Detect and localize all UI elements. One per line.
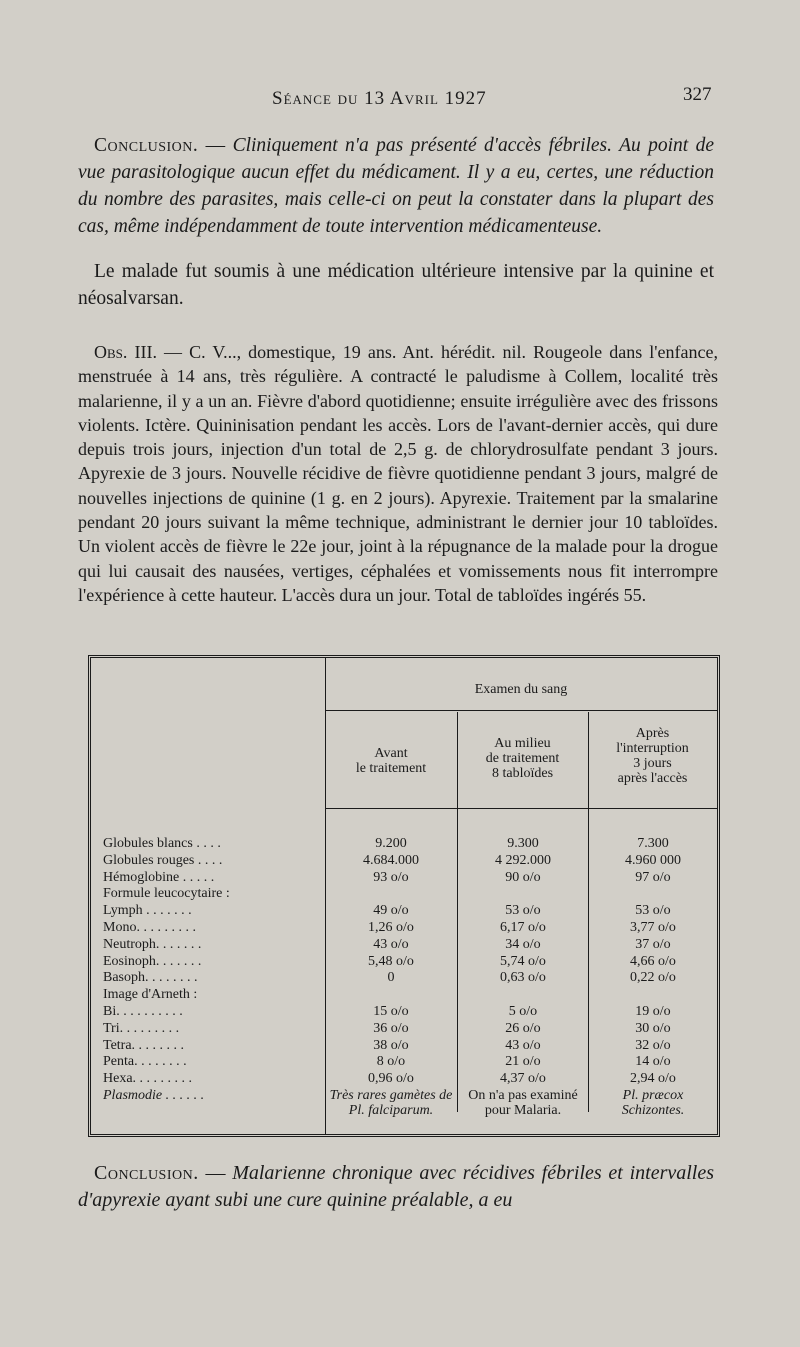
row-label: Formule leucocytaire : [103, 886, 230, 902]
cell: 30 o/o [635, 1020, 671, 1036]
conclusion-dash: — [198, 1162, 233, 1184]
row-label: Hexa. . . . . . . . . [103, 1071, 193, 1087]
treatment-paragraph: Le malade fut soumis à une médication ultérieure intensive par la quinine et néosalvarsan. [78, 261, 714, 309]
cell: 26 o/o [505, 1020, 541, 1036]
conclusion-label: Conclusion. [94, 135, 199, 156]
cell: 53 o/o [635, 903, 671, 919]
row-labels [103, 836, 323, 1105]
cell: 5,48 o/o [368, 953, 414, 969]
cell: 5 o/o [508, 1003, 538, 1019]
column-header-after: Après l'interruption 3 jours après l'accès [616, 726, 689, 786]
conclusion-paragraph-2 [78, 1160, 714, 1214]
observation-text: — C. V..., domestique, 19 ans. Ant. hérédit. nil. Rougeole dans l'enfance, menstruée à 14 ans, très régulière. A contracté le paludisme à Collem, localité très malarienne, il y a un an. Fièvre d'abord quotidienne; ensuite irrégulière avec des frissons violents. Ictère. Quininisation pendant les accès. Lors de l'avant-dernier accès, qui dure depuis trois jours, injection d'un total de 2,5 g. de chlorydrosulfate pendant 3 jours. Apyrexie de 3 jours. Nouvelle récidive de fièvre quotidienne pendant 3 jours, malgré de nouvelles injections de quinine (1 g. en 2 jours). Apyrexie. Traitement par la smalarine pendant 20 jours suivant la même technique, administrant le dernier jour 10 tabloïdes. Un violent accès de fièvre le 22e jour, joint à la répugnance de la malade pour la drogue qui lui causait des nausées, vertiges, céphalées et vomissements nous fit interrompre l'expérience à cette hauteur. L'accès dura un jour. Total de tabloïdes ingérés 55. [78, 342, 718, 605]
cell [329, 987, 453, 1004]
row-label: Mono. . . . . . . . . [103, 919, 196, 935]
cell: 0,63 o/o [500, 970, 546, 986]
cell: 97 o/o [635, 869, 671, 885]
row-label: Tri. . . . . . . . . [103, 1020, 180, 1036]
conclusion-text: Cliniquement n'a pas présenté d'accès fébriles. Au point de vue parasitologique aucun effet du médicament. Il y a eu, certes, une réduction du nombre des parasites, mais celle-ci on peut la constater dans la plupart des cas, même indépendamment de toute intervention médicamenteuse. [78, 135, 715, 237]
cell: 36 o/o [373, 1020, 409, 1036]
cell [591, 987, 715, 1004]
table-divider-label [325, 658, 326, 1134]
cell: 19 o/o [635, 1003, 671, 1019]
observation-label: Obs. III. [94, 342, 157, 362]
row-label: Neutroph. . . . . . . [103, 936, 202, 952]
cell: 3,77 o/o [630, 919, 676, 935]
plasmodium-note: Très rares gamètes de Pl. falciparum. [329, 1087, 453, 1118]
cell [329, 886, 453, 903]
cell: 32 o/o [635, 1037, 671, 1053]
row-label: Image d'Arneth : [103, 987, 198, 1003]
cell: 0,22 o/o [630, 970, 676, 986]
cell: 43 o/o [505, 1037, 541, 1053]
row-label: Plasmodie . . . . . . [103, 1087, 205, 1103]
plasmodium-note: Pl. præcox Schizontes. [621, 1087, 685, 1118]
column-header-middle: Au milieu de traitement 8 tabloïdes [485, 736, 560, 781]
table-rule-group [325, 710, 717, 711]
conclusion-paragraph-1 [78, 132, 714, 240]
conclusion-text: Malarienne chronique avec récidives fébriles et intervalles d'apyrexie ayant subi une cure quinine préalable, a eu [78, 1162, 714, 1211]
cell: 4,37 o/o [500, 1071, 546, 1087]
cell: 6,17 o/o [500, 919, 546, 935]
cell: 14 o/o [635, 1054, 671, 1070]
column-middle [460, 836, 586, 1118]
row-label: Hémoglobine . . . . . [103, 869, 215, 885]
table-rule-header [325, 808, 717, 809]
cell: 93 o/o [373, 869, 409, 885]
cell: 49 o/o [373, 903, 409, 919]
cell: 15 o/o [373, 1003, 409, 1019]
table-group-header: Examen du sang [474, 682, 568, 697]
cell: 2,94 o/o [630, 1071, 676, 1087]
cell: 9.300 [507, 836, 539, 851]
cell: 53 o/o [505, 903, 541, 919]
cell: 4.960 000 [625, 852, 681, 868]
row-label: Globules blancs . . . . [103, 836, 221, 851]
cell: 37 o/o [635, 936, 671, 952]
cell: 4 292.000 [495, 852, 551, 868]
row-label: Basoph. . . . . . . . [103, 970, 198, 986]
column-after [591, 836, 715, 1118]
running-header [0, 84, 800, 118]
conclusion-dash: — [198, 135, 233, 156]
cell [591, 886, 715, 903]
row-label: Lymph . . . . . . . [103, 903, 192, 919]
blood-exam-table [88, 655, 720, 1137]
conclusion-label: Conclusion. [94, 1162, 199, 1184]
cell: 4.684.000 [363, 852, 419, 868]
cell: 34 o/o [505, 936, 541, 952]
cell: 0,96 o/o [368, 1071, 414, 1087]
page-number: 327 [683, 84, 712, 105]
cell: 8 o/o [376, 1054, 406, 1070]
cell: 9.200 [375, 836, 407, 851]
running-title: Séance du 13 Avril 1927 [272, 88, 487, 109]
cell: 21 o/o [505, 1054, 541, 1070]
cell: 7.300 [637, 836, 669, 851]
row-label: Tetra. . . . . . . . [103, 1037, 185, 1053]
cell: 43 o/o [373, 936, 409, 952]
plasmodium-note: On n'a pas examiné pour Malaria. [468, 1087, 578, 1118]
column-header-before: Avant le traitement [355, 746, 427, 776]
cell: 4,66 o/o [630, 953, 676, 969]
cell [460, 987, 586, 1004]
cell: 90 o/o [505, 869, 541, 885]
row-label: Globules rouges . . . . [103, 852, 223, 868]
column-before [329, 836, 453, 1118]
observation-paragraph [78, 340, 718, 607]
row-label: Penta. . . . . . . . [103, 1054, 187, 1070]
row-label: Bi. . . . . . . . . . [103, 1003, 183, 1019]
cell: 38 o/o [373, 1037, 409, 1053]
cell: 0 [387, 970, 395, 986]
cell: 5,74 o/o [500, 953, 546, 969]
cell [460, 886, 586, 903]
row-label: Eosinoph. . . . . . . [103, 953, 202, 969]
cell: 1,26 o/o [368, 919, 414, 935]
